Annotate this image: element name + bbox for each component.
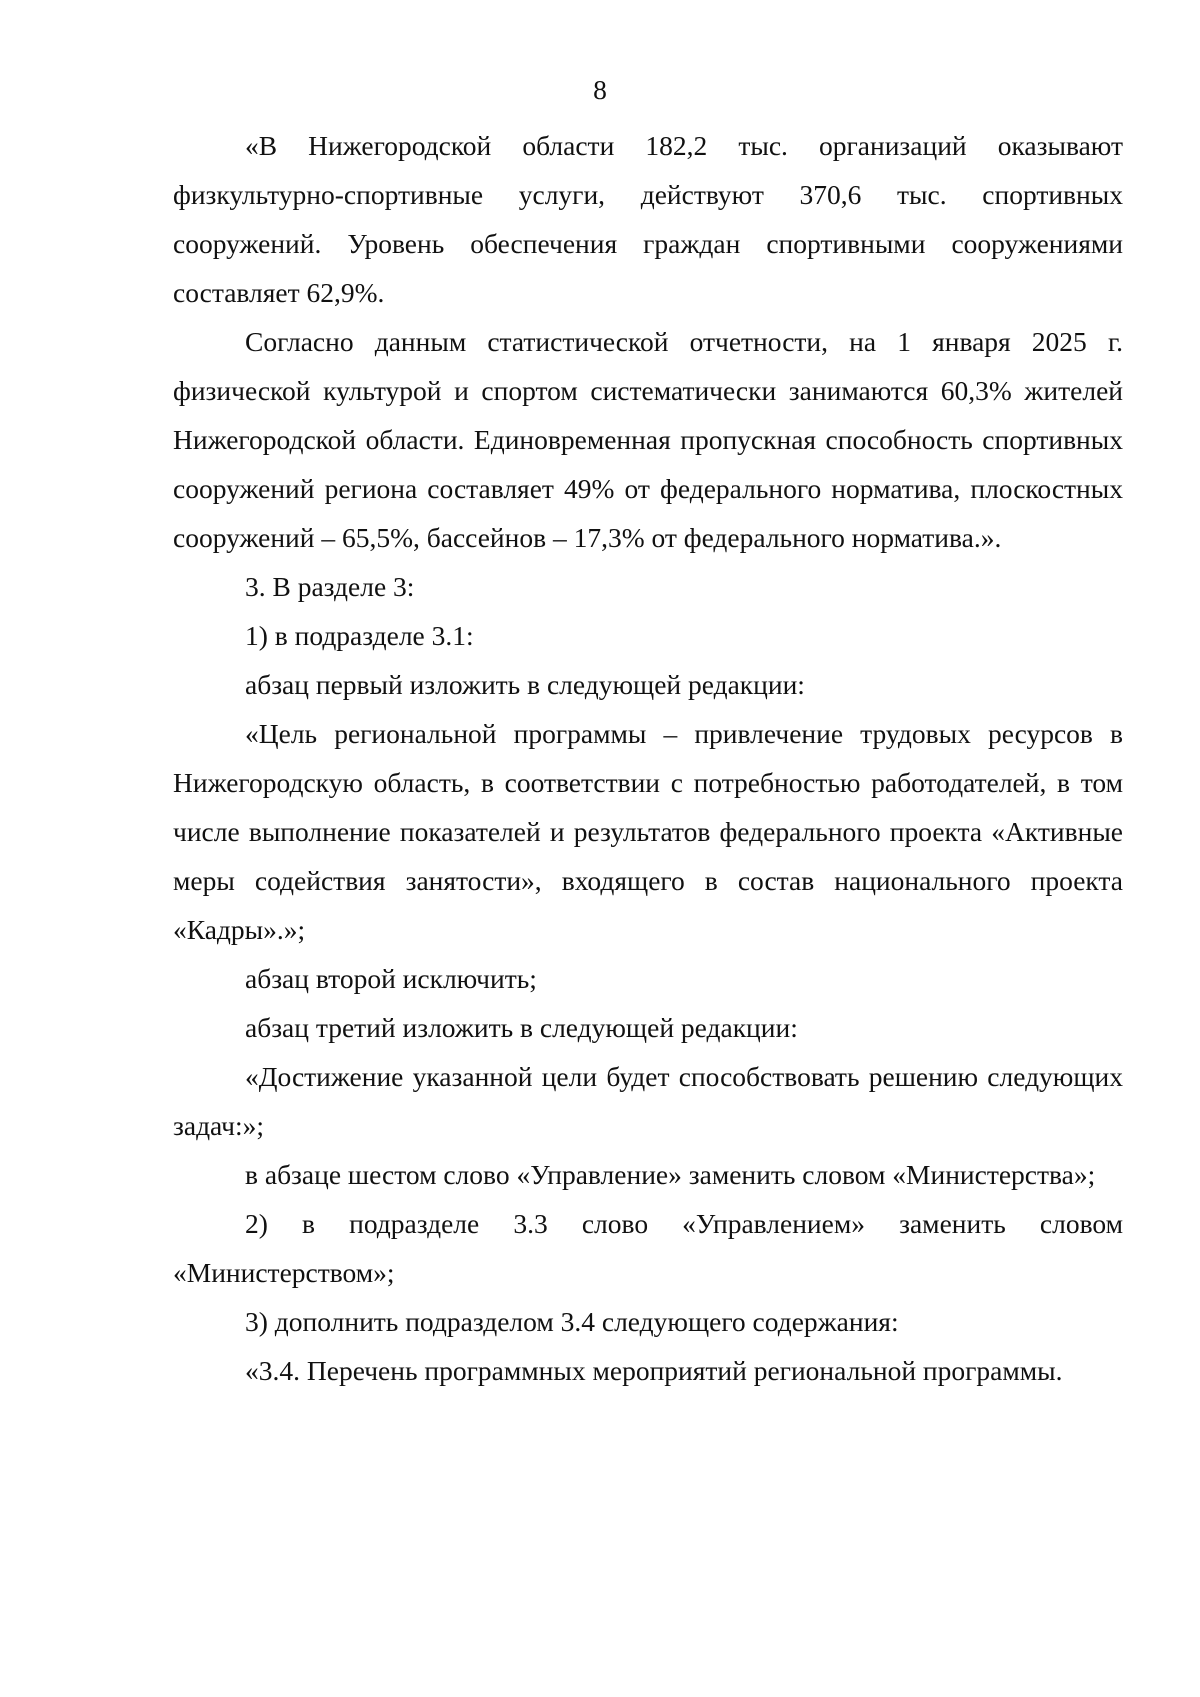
- paragraph-subsection-3-3: 2) в подразделе 3.3 слово «Управлением» заменить словом «Министерством»;: [173, 1208, 1123, 1288]
- paragraph-goal-achievement: «Достижение указанной цели будет способствовать решению следующих задач:»;: [173, 1061, 1123, 1141]
- document-body: [173, 121, 1123, 1395]
- paragraph-second-abzac: абзац второй исключить;: [245, 963, 537, 994]
- paragraph-list-of-measures: «3.4. Перечень программных мероприятий региональной программы.: [245, 1355, 1063, 1386]
- paragraph-program-goal: «Цель региональной программы – привлечение трудовых ресурсов в Нижегородскую область, в соответствии с потребностью работодателей, в том числе выполнение показателей и результатов федерального проекта «Активные меры содействия занятости», входящего в состав национального проекта «Кадры».»;: [173, 718, 1123, 945]
- paragraph-sports-facilities: «В Нижегородской области 182,2 тыс. организаций оказывают физкультурно-спортивные услуги, действуют 370,6 тыс. спортивных сооружений. Уровень обеспечения граждан спортивными сооружениями составляет 62,9%.: [173, 130, 1123, 308]
- paragraph-section-3: 3. В разделе 3:: [245, 571, 415, 602]
- paragraph-add-subsection-3-4: 3) дополнить подразделом 3.4 следующего содержания:: [245, 1306, 899, 1337]
- page-number: 8: [593, 74, 607, 105]
- paragraph-first-abzac: абзац первый изложить в следующей редакции:: [245, 669, 805, 700]
- paragraph-third-abzac: абзац третий изложить в следующей редакции:: [245, 1012, 798, 1043]
- paragraph-subsection-3-1: 1) в подразделе 3.1:: [245, 620, 474, 651]
- paragraph-statistics: Согласно данным статистической отчетности, на 1 января 2025 г. физической культурой и спортом систематически занимаются 60,3% жителей Нижегородской области. Единовременная пропускная способность спортивных сооружений региона составляет 49% от федерального норматива, плоскостных сооружений – 65,5%, бассейнов – 17,3% от федерального норматива.».: [173, 326, 1123, 553]
- paragraph-sixth-abzac: в абзаце шестом слово «Управление» заменить словом «Министерства»;: [245, 1159, 1096, 1190]
